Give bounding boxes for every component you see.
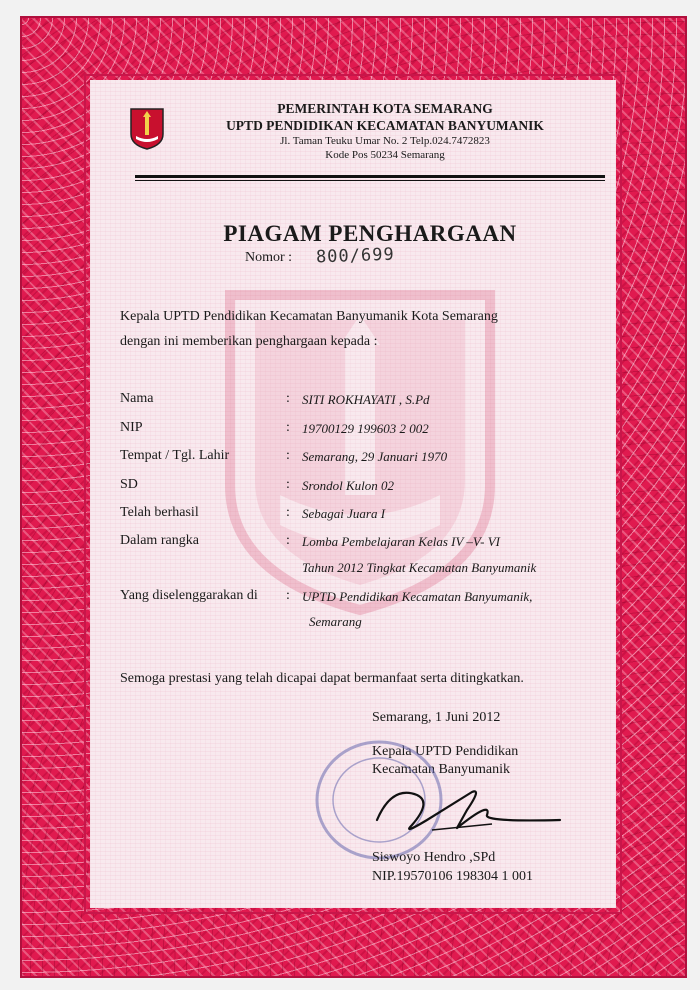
field-colon: : [286,448,290,463]
letterhead-line-2: UPTD PENDIDIKAN KECAMATAN BANYUMANIK [226,118,544,133]
intro-line-1: Kepala UPTD Pendidikan Kecamatan Banyumanik Kota Semarang [120,309,498,324]
field-label-ttl: Tempat / Tgl. Lahir [120,448,230,463]
letterhead-address: Jl. Taman Teuku Umar No. 2 Telp.024.7472823 [280,135,490,147]
signatory-title-line-2: Kecamatan Banyumanik [372,762,511,777]
field-colon: : [286,588,290,603]
field-label-berhasil: Telah berhasil [120,505,199,520]
signatory-nip: NIP.19570106 198304 1 001 [372,869,534,884]
field-label-sd: SD [120,477,138,492]
closing-sentence: Semoga prestasi yang telah dicapai dapat bermanfaat serta ditingkatkan. [120,671,524,686]
signatory-name: Siswoyo Hendro ,SPd [372,850,496,865]
field-value-nama: SITI ROKHAYATI , S.Pd [302,392,430,407]
signatory-title-line-1: Kepala UPTD Pendidikan [372,744,519,759]
letterhead [130,100,600,185]
field-value-penyelenggara-line-2: Semarang [309,614,362,629]
letterhead-rule [135,175,605,181]
field-label-nama: Nama [120,391,154,406]
handwritten-signature [372,780,562,850]
field-value-sd: Srondol Kulon 02 [302,478,394,493]
nomor-value: 800/699 [315,244,395,268]
field-colon: : [286,391,290,406]
certificate-body [90,80,616,908]
field-colon: : [286,533,290,548]
field-colon: : [286,477,290,492]
field-label-rangka: Dalam rangka [120,533,199,548]
certificate-title: PIAGAM PENGHARGAAN [223,221,517,246]
intro-line-2: dengan ini memberikan penghargaan kepada : [120,334,378,349]
nomor-label: Nomor : [245,250,293,265]
field-value-rangka-line-2: Tahun 2012 Tingkat Kecamatan Banyumanik [302,560,537,575]
field-value-penyelenggara: UPTD Pendidikan Kecamatan Banyumanik, [302,589,533,604]
field-label-nip: NIP [120,420,143,435]
field-value-berhasil: Sebagai Juara I [302,506,386,521]
field-value-ttl: Semarang, 29 Januari 1970 [302,449,448,464]
field-label-penyelenggara: Yang diselenggarakan di [120,588,258,603]
letterhead-postcode: Kode Pos 50234 Semarang [325,149,445,161]
field-value-nip: 19700129 199603 2 002 [302,421,429,436]
field-value-rangka: Lomba Pembelajaran Kelas IV –V- VI [302,534,500,549]
field-colon: : [286,420,290,435]
letterhead-line-1: PEMERINTAH KOTA SEMARANG [277,101,493,116]
city-crest-icon [130,108,164,150]
place-date: Semarang, 1 Juni 2012 [372,710,501,725]
field-colon: : [286,505,290,520]
